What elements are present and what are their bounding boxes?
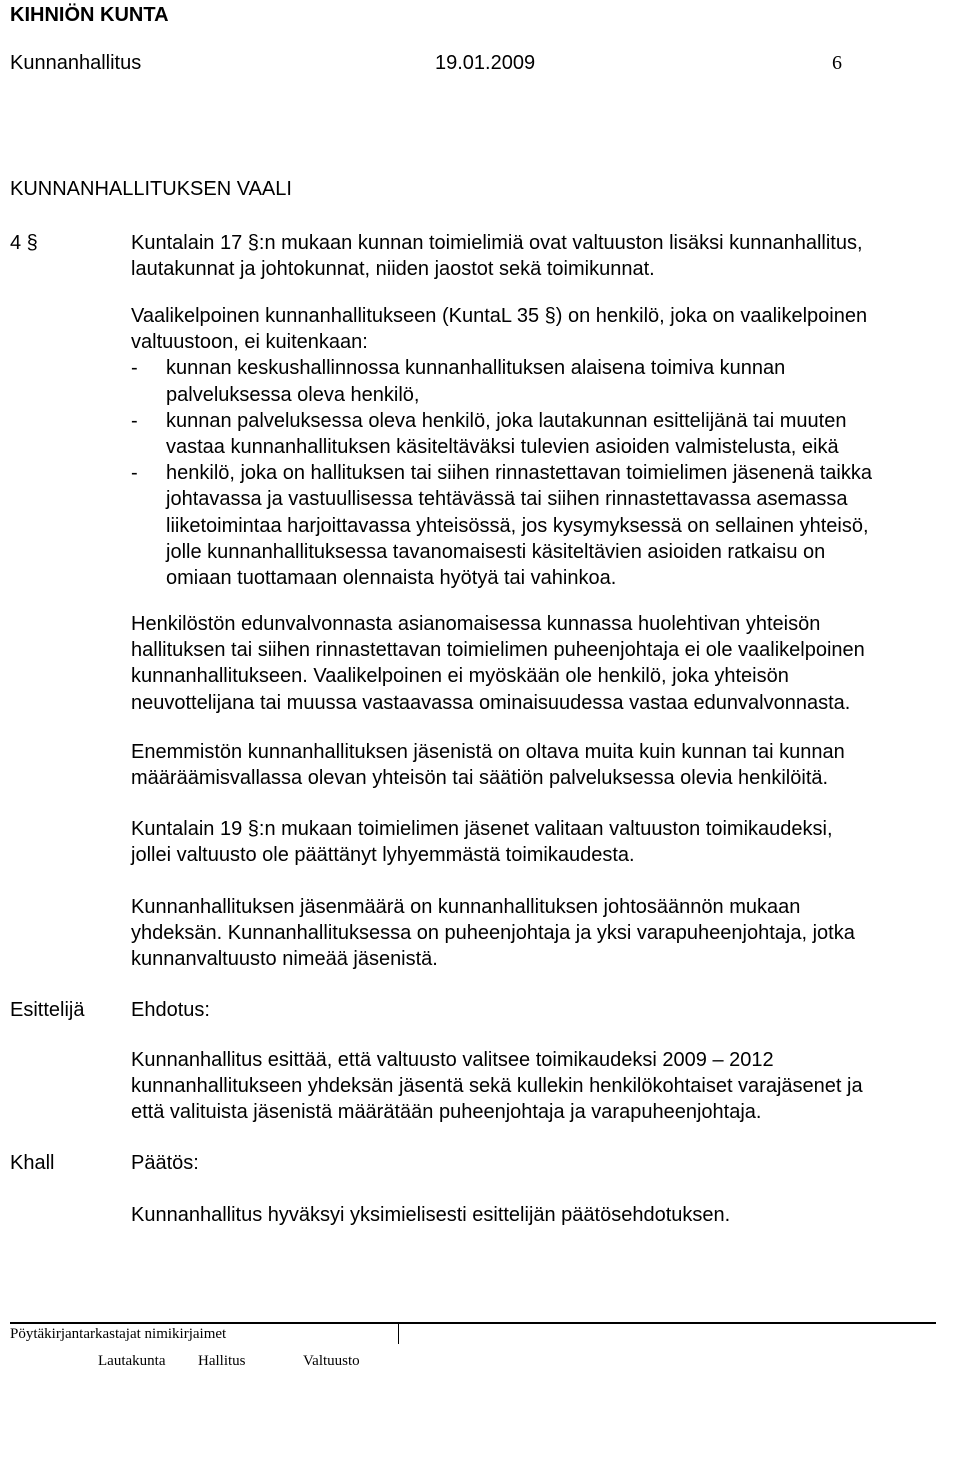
paragraph-term — [131, 816, 951, 868]
list-dash: - — [131, 409, 138, 432]
list-dash: - — [131, 357, 138, 380]
proposal-heading: Ehdotus: — [131, 999, 210, 1021]
list-item-line: liiketoimintaa harjoittavassa yhteisössä, jos kysymyksessä on sellainen yhteisö, — [166, 514, 869, 537]
footer-col-valtuusto: Valtuusto — [303, 1353, 360, 1369]
intro-paragraph — [131, 230, 951, 282]
paragraph-line: Kunnanhallituksen jäsenmäärä on kunnanhallituksen johtosäännön mukaan — [131, 896, 801, 918]
intro-line: lautakunnat ja johtokunnat, niiden jaostot sekä toimikunnat. — [131, 258, 655, 281]
paragraph-members — [131, 894, 951, 973]
body-name: Kunnanhallitus — [10, 52, 142, 74]
footer-divider — [398, 1322, 399, 1344]
list-item-line: vastaa kunnanhallituksen käsiteltäväksi tulevien asioiden valmistelusta, eikä — [166, 436, 839, 459]
footer-title: Pöytäkirjantarkastajat nimikirjaimet — [10, 1326, 227, 1342]
proposal-line: kunnanhallitukseen yhdeksän jäsentä sekä kullekin henkilökohtaiset varajäsenet ja — [131, 1075, 863, 1098]
list-item-line: jolle kunnanhallituksessa tavanomaisesti käsiteltävien asioiden ratkaisu on — [166, 540, 826, 563]
list-item-line: henkilö, joka on hallituksen tai siihen rinnastettavan toimielimen jäsenenä taikka — [166, 462, 872, 485]
paragraph-line: määräämisvallassa olevan yhteisön tai säätiön palveluksessa olevia henkilöitä. — [131, 767, 829, 790]
meeting-date: 19.01.2009 — [435, 52, 536, 74]
footer-col-lautakunta: Lautakunta — [98, 1353, 166, 1369]
paragraph-line: jollei valtuusto ole päättänyt lyhyemmästä toimikaudesta. — [131, 844, 635, 867]
decision-side-label: Khall — [10, 1152, 55, 1174]
list-item — [131, 355, 951, 407]
proposal-line: Kunnanhallitus esittää, että valtuusto valitsee toimikaudeksi 2009 – 2012 — [131, 1049, 774, 1071]
paragraph-line: Kuntalain 19 §:n mukaan toimielimen jäsenet valitaan valtuuston toimikaudeksi, — [131, 818, 833, 840]
paragraph-union — [131, 611, 951, 716]
decision-text: Kunnanhallitus hyväksyi yksimielisesti esittelijän päätösehdotuksen. — [131, 1204, 731, 1226]
paragraph-line: kunnanhallitukseen. Vaalikelpoinen ei myöskään ole henkilö, joka yhteisön — [131, 665, 789, 688]
page-number: 6 — [832, 52, 842, 74]
list-item-line: palveluksessa oleva henkilö, — [166, 383, 420, 406]
eligibility-line: valtuustoon, ei kuitenkaan: — [131, 331, 368, 354]
paragraph-line: yhdeksän. Kunnanhallituksessa on puheenjohtaja ja yksi varapuheenjohtaja, jotka — [131, 922, 855, 945]
decision-heading: Päätös: — [131, 1152, 199, 1174]
presenter-label: Esittelijä — [10, 999, 85, 1021]
list-item-line: kunnan keskushallinnossa kunnanhallituksen alaisena toimiva kunnan — [166, 357, 786, 380]
eligibility-line: Vaalikelpoinen kunnanhallitukseen (KuntaL 35 §) on henkilö, joka on vaalikelpoinen — [131, 305, 868, 327]
list-item-line: omiaan tuottamaan olennaista hyötyä tai vahinkoa. — [166, 567, 617, 590]
list-item-line: johtavassa ja vastuullisessa tehtävässä tai siihen rinnastettavassa asemassa — [166, 488, 848, 511]
paragraph-majority — [131, 739, 951, 791]
intro-line: Kuntalain 17 §:n mukaan kunnan toimielimiä ovat valtuuston lisäksi kunnanhallitus, — [131, 232, 863, 254]
section-number: 4 § — [10, 232, 38, 254]
paragraph-line: kunnanvaltuusto nimeää jäsenistä. — [131, 948, 438, 971]
list-dash: - — [131, 462, 138, 485]
paragraph-line: Enemmistön kunnanhallituksen jäsenistä on oltava muita kuin kunnan tai kunnan — [131, 741, 845, 763]
list-item-line: kunnan palveluksessa oleva henkilö, joka lautakunnan esittelijänä tai muuten — [166, 409, 847, 432]
paragraph-line: Henkilöstön edunvalvonnasta asianomaisessa kunnassa huolehtivan yhteisön — [131, 613, 821, 635]
eligibility-paragraph — [131, 303, 951, 591]
paragraph-line: hallituksen tai siihen rinnastettavan toimielimen puheenjohtaja ei ole vaalikelpoinen — [131, 639, 865, 662]
list-item — [131, 460, 951, 591]
footer-col-hallitus: Hallitus — [198, 1353, 246, 1369]
paragraph-line: neuvottelijana tai muussa vastaavassa ominaisuudessa vastaa edunvalvonnasta. — [131, 691, 851, 714]
list-item — [131, 408, 951, 460]
proposal-text — [131, 1047, 951, 1126]
municipality-name: KIHNIÖN KUNTA — [10, 4, 169, 26]
proposal-line: että valituista jäsenistä määrätään puheenjohtaja ja varapuheenjohtaja. — [131, 1101, 762, 1124]
section-title: KUNNANHALLITUKSEN VAALI — [10, 178, 292, 200]
